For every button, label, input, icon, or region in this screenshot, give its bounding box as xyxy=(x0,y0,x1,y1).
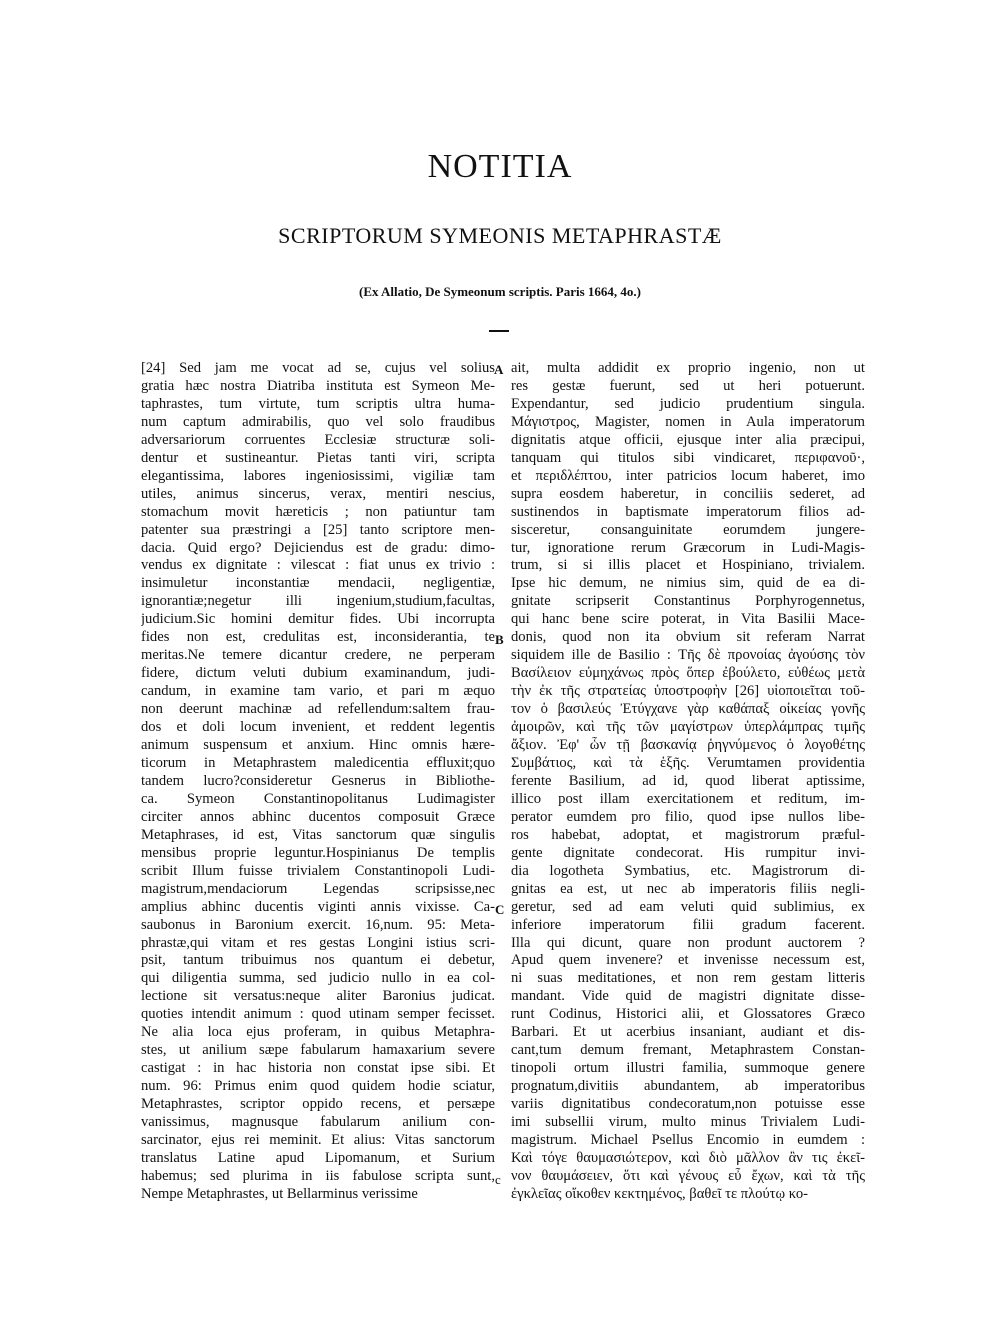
text-line: tinopoli ortum illustri familia, summoque genere xyxy=(511,1060,865,1077)
text-line: donis, quod non ita obvium sit referam Narrat xyxy=(511,629,865,646)
right-text-column xyxy=(511,360,865,1260)
text-line: fides non est, credulitas est, inconsiderantia, te xyxy=(141,629,495,646)
text-line: psit, tantum tribuimus nos quantum ei debetur, xyxy=(141,952,495,969)
text-line: ni suas meditationes, et non rem gestam litteris xyxy=(511,970,865,987)
text-line: τὴν ἐκ τῆς στρατείας ὑποστροφὴν [26] υἱοποιεῖται τοῦ- xyxy=(511,683,865,700)
text-line: stomachum movit hæreticis ; non patiuntur tam xyxy=(141,503,495,520)
text-line: sisceretur, consanguinitate eorumdem jungere- xyxy=(511,521,865,538)
text-line: ignorantiæ;negetur illi ingenium,studium,facultas, xyxy=(141,593,495,610)
text-line: insimuletur inconstantiæ mendacii, negligentiæ, xyxy=(141,575,495,592)
text-line: Metaphrases, id est, Vitas sanctorum quæ singulis xyxy=(141,826,495,843)
text-line: patenter sua præstringi a [25] tanto scriptore men- xyxy=(141,521,495,538)
text-line: castigat : in hac historia non constat ipse sibi. Et xyxy=(141,1060,495,1077)
text-line: ἄξιον. Ἐφ' ὧν τῇ βασκανίᾳ ῥηγνύμενος ὁ λογοθέτης xyxy=(511,737,865,754)
text-line: gnitate scripserit Constantinus Porphyrogennetus, xyxy=(511,593,865,610)
text-line: mensibus proprie leguntur.Hospinianus De templis xyxy=(141,844,495,861)
margin-marker-b: B xyxy=(495,632,504,647)
text-line: supra eosdem haberetur, in conciliis sederet, ad xyxy=(511,485,865,502)
text-line: prognatum,divitiis abundantem, ab imperatoribus xyxy=(511,1078,865,1095)
text-line: vendus ex dignitate : vilescat : fiat unus ex trivio : xyxy=(141,557,495,574)
text-line: imi subsellii virum, multo minus Trivialem Ludi- xyxy=(511,1114,865,1131)
text-line: Barbari. Et ut acerbius insaniant, audiant et dis- xyxy=(511,1024,865,1041)
text-line: quoties intendit animum : quod utinam semper fecisset. xyxy=(141,1006,495,1023)
text-line: utiles, animus sincerus, verax, mentiri nescius, xyxy=(141,485,495,502)
text-line: amplius abhinc ducentis viginti annis vixisse. Ca- xyxy=(141,898,495,915)
text-line: Ne alia loca ejus proferam, in quibus Metaphra- xyxy=(141,1024,495,1041)
text-line: illico post illam exercitationem et reditum, im- xyxy=(511,790,865,807)
text-line: Μάγιστρος, Magister, nomen in Aula imperatorum xyxy=(511,413,865,430)
text-line: sarcinator, ejus rei meminit. Et alius: Vitas sanctorum xyxy=(141,1131,495,1148)
text-line: Ipse hic demum, ne nimius sim, quid de ea di- xyxy=(511,575,865,592)
text-line: ros habebat, adoptat, et magistrorum præful- xyxy=(511,826,865,843)
text-line: num. 96: Primus enim quod quidem hodie sciatur, xyxy=(141,1078,495,1095)
text-line: [24] Sed jam me vocat ad se, cujus vel solius xyxy=(141,360,495,376)
text-line: qui hanc bene scire poterat, in Vita Basilii Mace- xyxy=(511,611,865,628)
text-line: gnitas ea est, ut nec ab imperatoris filiis negli- xyxy=(511,880,865,897)
text-line: Metaphrastes, scriptor oppido recens, et persæpe xyxy=(141,1096,495,1113)
page-subtitle: SCRIPTORUM SYMEONIS METAPHRASTÆ xyxy=(278,223,722,248)
text-line: dentur et sustineantur. Pietas tanti viri, scripta xyxy=(141,449,495,466)
text-line: saubonus in Baronium exercit. 16,num. 95: Meta- xyxy=(141,916,495,933)
text-line: runt Codinus, Historici alii, et Glossatores Græco xyxy=(511,1006,865,1023)
text-line: non deerunt machinæ ad refellendum:saltem frau- xyxy=(141,701,495,718)
text-line: Βασίλειον εὐμηχάνως πρὸς ὅπερ ἐβούλετο, εὐθέως μετὰ xyxy=(511,665,865,682)
text-line: lectione sit versatus:neque aliter Baronius judicat. xyxy=(141,988,495,1005)
text-line: trum, si si illis placet et Hospiniano, trivialem. xyxy=(511,557,865,574)
text-line: et περιδλέπτου, inter patricios locum haberet, imo xyxy=(511,467,865,484)
page-title: NOTITIA xyxy=(427,148,573,185)
text-line: meritas.Ne temere dicantur credere, ne perperam xyxy=(141,647,495,664)
text-line: ticorum in Metaphrastem maledicentia effluxit;quo xyxy=(141,754,495,771)
text-line: siquidem ille de Basilio : Τῆς δὲ προνοίας ἀγούσης τὸν xyxy=(511,647,865,664)
margin-marker-a: A xyxy=(494,362,504,377)
text-line: geretur, sed ad eam veluti quid sublimius, ex xyxy=(511,898,865,915)
text-line: animum suspensum et anxium. Hinc omnis hære- xyxy=(141,737,495,754)
text-line: magistrum,mendaciorum Legendas scripsisse,nec xyxy=(141,880,495,897)
text-line: circiter annos abhinc ducentos composuit Græce xyxy=(141,808,495,825)
text-line: candum, in examine tam vario, et pari m æquo xyxy=(141,683,495,700)
text-line: num captum admirabilis, quo vel solo fraudibus xyxy=(141,413,495,430)
margin-marker-d: c xyxy=(495,1172,501,1187)
text-line: variis dignitatibus condecoratum,non potuisse esse xyxy=(511,1096,865,1113)
text-line: dia logotheta Symbatius, etc. Magistrorum di- xyxy=(511,862,865,879)
text-line: Nempe Metaphrastes, ut Bellarminus verissime xyxy=(141,1185,418,1202)
text-line: Apud quem invenere? et invenisse necessum est, xyxy=(511,952,865,969)
text-line: judicium.Sic homini demitur fides. Ubi incorrupta xyxy=(141,611,495,628)
text-line: mandant. Vide quid de magistri dignitate disse- xyxy=(511,988,865,1005)
text-line: Illa qui dicunt, quare non produnt auctorem ? xyxy=(511,934,865,951)
text-line: dignitatis atque officii, ejusque inter alia præcipui, xyxy=(511,431,865,448)
source-citation: (Ex Allatio, De Symeonum scriptis. Paris 1664, 4o.) xyxy=(358,284,641,299)
text-line: ἐγκλεῖας οἴκοθεν κεκτημένος, βαθεῖ τε πλούτῳ κο- xyxy=(511,1185,808,1202)
text-line: stes, ut anilium sæpe fabularum hamaxarium severe xyxy=(141,1042,495,1059)
text-line: νον θαυμάσειεν, ὅτι καὶ γένους εὖ ἔχων, καὶ τὰ τῆς xyxy=(511,1167,865,1184)
text-line: dacia. Quid ergo? Dejiciendus est de gradu: dimo- xyxy=(141,539,495,556)
text-line: inferiore imperatorum filii gradum facerent. xyxy=(511,916,865,933)
text-line: phrastæ,qui vitam et res gestas Longini istius scri- xyxy=(141,934,495,951)
text-line: gratia hæc nostra Diatriba instituta est Symeon Me- xyxy=(141,377,495,394)
text-line: tur, ignoratione rerum Græcorum in Ludi-Magis- xyxy=(511,539,865,556)
margin-marker-c: C xyxy=(495,902,505,917)
separator-dash xyxy=(489,330,509,332)
text-line: sustinendos in baptismate imperatorum filios ad- xyxy=(511,503,865,520)
text-line: habemus; sed plurima in iis fabulose scripta sunt, xyxy=(141,1167,495,1184)
left-text-column xyxy=(141,360,495,1260)
text-line: Καὶ τόγε θαυμασιώτερον, καὶ διὸ μᾶλλον ἂν τις ἐκεῖ- xyxy=(511,1149,865,1166)
text-line: elegantissima, labores ingeniosissimi, vigiliæ tam xyxy=(141,467,495,484)
text-line: dos et doli locum invenient, et reddent legentis xyxy=(141,719,495,736)
text-line: vanissimus, magnusque fabularum anilium con- xyxy=(141,1114,495,1131)
text-line: scribit Illum fuisse trivialem Constantinopoli Ludi- xyxy=(141,862,495,879)
text-line: qui diligentia summa, sed judicio nullo in ea col- xyxy=(141,970,495,987)
text-line: gente dignitate condecorat. His rumpitur invi- xyxy=(511,844,865,861)
text-line: translatus Latine apud Lipomanum, et Surium xyxy=(141,1149,495,1166)
text-line: magistrum. Michael Psellus Encomio in eumdem : xyxy=(511,1131,865,1148)
text-line: adversariorum corruentes Ecclesiæ structuræ soli- xyxy=(141,431,495,448)
text-line: tanquam qui titulos sibi vindicaret, περιφανοῦ·, xyxy=(511,449,865,466)
text-line: ca. Symeon Constantinopolitanus Ludimagister xyxy=(141,790,495,807)
text-line: perator eumdem pro filio, quod ipse nullos libe- xyxy=(511,808,865,825)
text-line: Συμβάτιος, καὶ τὰ ἑξῆς. Verumtamen providentia xyxy=(511,754,865,771)
text-line: ferente Basilium, ad id, quod liberat aptissime, xyxy=(511,772,865,789)
text-line: cant,tum demum fremant, Metaphrastem Constan- xyxy=(511,1042,865,1059)
text-line: fidere, dictum veluti dubium examinandum, judi- xyxy=(141,665,495,682)
text-line: tandem lucro?consideretur Gesnerus in Bibliothe- xyxy=(141,772,495,789)
text-line: res gestæ fuerunt, sed ut heri potuerunt. xyxy=(511,377,865,394)
text-line: τον ὁ βασιλεύς Ἐτύγχανε γὰρ καθάπαξ οἰκείας γονῆς xyxy=(511,701,865,718)
text-line: taphrastes, tum virtute, tum scriptis ultra huma- xyxy=(141,395,495,412)
text-line: ait, multa addidit ex proprio ingenio, non ut xyxy=(511,360,865,376)
text-line: Expendantur, sed judicio prudentium singula. xyxy=(511,395,865,412)
text-line: ἀμοιρῶν, καὶ τῆς τῶν μαγίστρων ὑπερλάμπρας τιμῆς xyxy=(511,719,865,736)
